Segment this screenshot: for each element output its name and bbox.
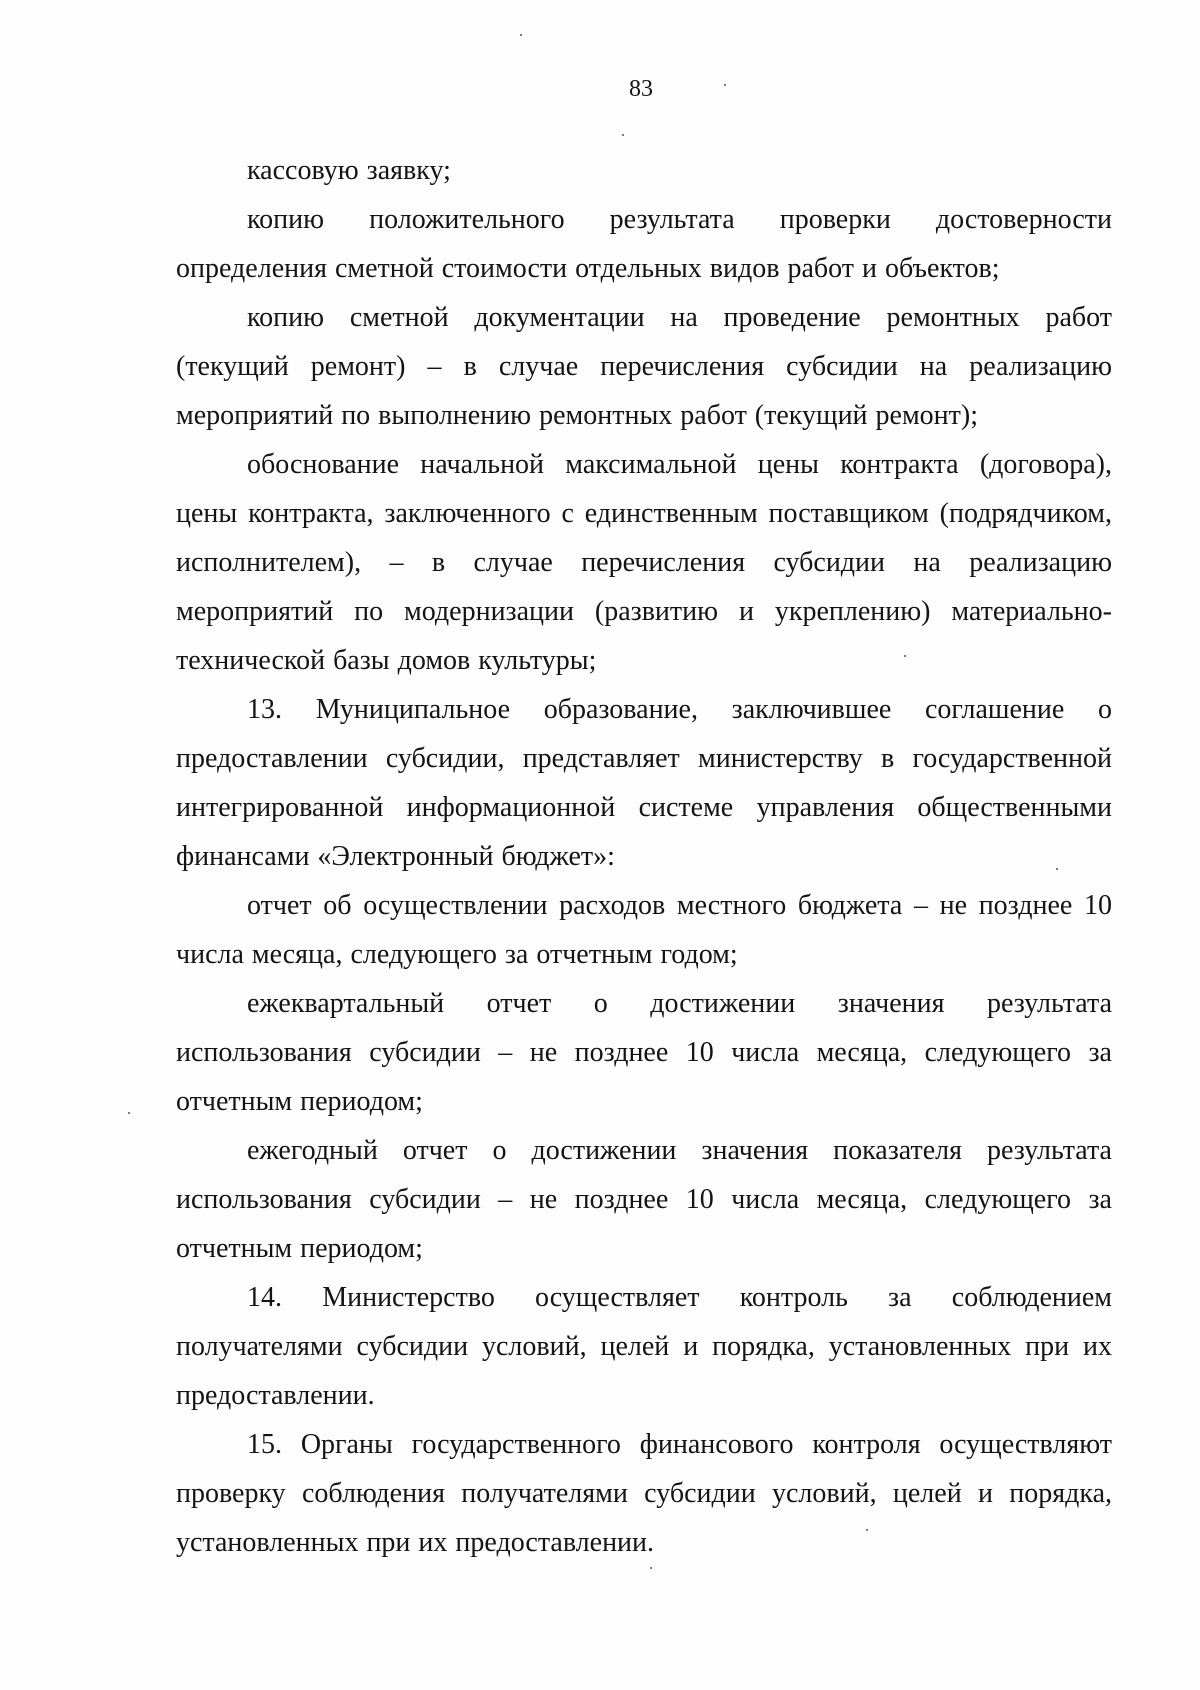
scan-speck [622,134,624,136]
scan-speck [520,34,522,36]
paragraph-9: 14. Министерство осуществляет контроль за соблюдением получателями субсидии условий, целей и порядка, установленных при их предоставлении. [176,1282,1112,1411]
document-body [176,146,1112,1567]
paragraph-6: отчет об осуществлении расходов местного бюджета – не позднее 10 числа месяца, следующего за отчетным годом; [176,890,1112,970]
scan-speck [724,84,726,86]
scan-speck [650,1567,652,1569]
paragraph-4: обоснование начальной максимальной цены контракта (договора), цены контракта, заключенного с единственным поставщиком (подрядчиком, исполнителем), – в случае перечисления субсидии на реализацию мероприятий по модернизации (развитию и укреплению) материально-технической базы домов культуры; [176,449,1112,676]
paragraph-5: 13. Муниципальное образование, заключившее соглашение о предоставлении субсидии, представляет министерству в государственной интегрированной информационной системе управления общественными финансами «Электронный бюджет»: [176,694,1112,872]
paragraph-7: ежеквартальный отчет о достижении значения результата использования субсидии – не позднее 10 числа месяца, следующего за отчетным периодом; [176,988,1112,1117]
paragraph-1: кассовую заявку; [247,155,451,186]
paragraph-3: копию сметной документации на проведение ремонтных работ (текущий ремонт) – в случае перечисления субсидии на реализацию мероприятий по выполнению ремонтных работ (текущий ремонт); [176,302,1112,431]
paragraph-2: копию положительного результата проверки достоверности определения сметной стоимости отдельных видов работ и объектов; [176,204,1112,284]
page-number: 83 [629,76,653,102]
scan-speck [904,655,906,657]
scan-speck [866,1529,868,1531]
paragraph-8: ежегодный отчет о достижении значения показателя результата использования субсидии – не позднее 10 числа месяца, следующего за отчетным периодом; [176,1135,1112,1264]
paragraph-10: 15. Органы государственного финансового контроля осуществляют проверку соблюдения получателями субсидии условий, целей и порядка, установленных при их предоставлении. [176,1429,1112,1558]
scan-speck [128,1112,130,1114]
scan-speck [1056,868,1058,870]
